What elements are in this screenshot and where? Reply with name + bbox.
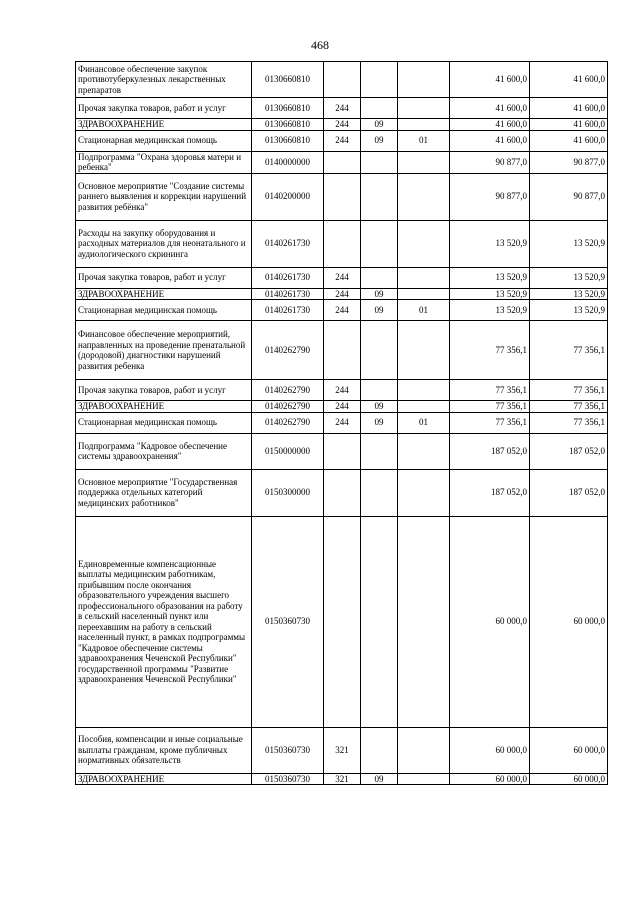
row-amount-2: 41 600,0 xyxy=(530,130,608,151)
row-amount-1: 60 000,0 xyxy=(450,773,530,785)
table-row xyxy=(76,173,608,220)
row-code: 0140000000 xyxy=(252,151,324,173)
row-code: 0150360730 xyxy=(252,516,324,727)
row-amount-2: 13 520,9 xyxy=(530,288,608,300)
row-section xyxy=(361,220,398,267)
row-amount-1: 41 600,0 xyxy=(450,62,530,98)
row-amount-1: 41 600,0 xyxy=(450,130,530,151)
row-amount-1: 13 520,9 xyxy=(450,288,530,300)
row-subsection xyxy=(398,433,450,469)
row-expense-type xyxy=(324,173,361,220)
row-expense-type: 244 xyxy=(324,98,361,119)
row-amount-2: 90 877,0 xyxy=(530,151,608,173)
row-code: 0130660810 xyxy=(252,98,324,119)
row-amount-1: 60 000,0 xyxy=(450,727,530,773)
row-name: ЗДРАВООХРАНЕНИЕ xyxy=(76,773,252,785)
row-section xyxy=(361,321,398,380)
row-code: 0150360730 xyxy=(252,727,324,773)
row-section xyxy=(361,62,398,98)
row-expense-type: 244 xyxy=(324,119,361,131)
row-amount-1: 60 000,0 xyxy=(450,516,530,727)
row-subsection xyxy=(398,469,450,516)
row-subsection xyxy=(398,119,450,131)
row-amount-1: 77 356,1 xyxy=(450,412,530,433)
table-row xyxy=(76,469,608,516)
row-amount-2: 41 600,0 xyxy=(530,62,608,98)
row-subsection xyxy=(398,727,450,773)
table-row xyxy=(76,727,608,773)
row-amount-1: 77 356,1 xyxy=(450,321,530,380)
row-section xyxy=(361,267,398,288)
row-section xyxy=(361,469,398,516)
row-expense-type xyxy=(324,433,361,469)
row-section: 09 xyxy=(361,412,398,433)
row-expense-type xyxy=(324,151,361,173)
table-row xyxy=(76,98,608,119)
row-expense-type: 244 xyxy=(324,401,361,413)
row-code: 0140262790 xyxy=(252,401,324,413)
row-subsection xyxy=(398,267,450,288)
row-code: 0140261730 xyxy=(252,300,324,321)
row-expense-type: 244 xyxy=(324,412,361,433)
table-row xyxy=(76,773,608,785)
row-subsection xyxy=(398,98,450,119)
table-row xyxy=(76,288,608,300)
row-amount-2: 60 000,0 xyxy=(530,773,608,785)
row-name: Прочая закупка товаров, работ и услуг xyxy=(76,380,252,401)
row-name: Подпрограмма "Охрана здоровья матери и ребенка" xyxy=(76,151,252,173)
row-amount-2: 187 052,0 xyxy=(530,433,608,469)
row-code: 0130660810 xyxy=(252,119,324,131)
row-name: ЗДРАВООХРАНЕНИЕ xyxy=(76,119,252,131)
table-row xyxy=(76,433,608,469)
row-section: 09 xyxy=(361,401,398,413)
row-amount-2: 41 600,0 xyxy=(530,119,608,131)
row-amount-2: 13 520,9 xyxy=(530,267,608,288)
table-row xyxy=(76,321,608,380)
row-code: 0130660810 xyxy=(252,130,324,151)
row-code: 0140261730 xyxy=(252,288,324,300)
row-amount-2: 77 356,1 xyxy=(530,321,608,380)
row-amount-2: 13 520,9 xyxy=(530,300,608,321)
table-row xyxy=(76,130,608,151)
row-expense-type: 244 xyxy=(324,267,361,288)
row-name: Стационарная медицинская помощь xyxy=(76,130,252,151)
row-subsection: 01 xyxy=(398,412,450,433)
row-expense-type: 244 xyxy=(324,288,361,300)
row-expense-type: 244 xyxy=(324,130,361,151)
table-row xyxy=(76,62,608,98)
table-row xyxy=(76,401,608,413)
row-amount-2: 13 520,9 xyxy=(530,220,608,267)
row-code: 0140261730 xyxy=(252,220,324,267)
row-name: Прочая закупка товаров, работ и услуг xyxy=(76,267,252,288)
page-number: 468 xyxy=(311,38,329,52)
row-amount-1: 187 052,0 xyxy=(450,469,530,516)
row-section xyxy=(361,173,398,220)
row-code: 0140200000 xyxy=(252,173,324,220)
row-section xyxy=(361,151,398,173)
row-subsection xyxy=(398,151,450,173)
row-expense-type xyxy=(324,469,361,516)
row-code: 0150300000 xyxy=(252,469,324,516)
row-section: 09 xyxy=(361,130,398,151)
row-subsection xyxy=(398,773,450,785)
row-section xyxy=(361,727,398,773)
row-section: 09 xyxy=(361,288,398,300)
row-code: 0140262790 xyxy=(252,380,324,401)
row-section xyxy=(361,433,398,469)
row-name: Финансовое обеспечение закупок противотуберкулезных лекарственных препаратов xyxy=(76,62,252,98)
row-expense-type: 321 xyxy=(324,773,361,785)
row-amount-1: 187 052,0 xyxy=(450,433,530,469)
row-subsection: 01 xyxy=(398,300,450,321)
row-amount-2: 187 052,0 xyxy=(530,469,608,516)
row-amount-1: 77 356,1 xyxy=(450,380,530,401)
row-code: 0140261730 xyxy=(252,267,324,288)
row-name: Финансовое обеспечение мероприятий, направленных на проведение пренатальной (дородовой) диагностики нарушений развития ребенка xyxy=(76,321,252,380)
row-name: Прочая закупка товаров, работ и услуг xyxy=(76,98,252,119)
row-code: 0150000000 xyxy=(252,433,324,469)
row-section xyxy=(361,516,398,727)
budget-table-body xyxy=(76,62,608,785)
row-name: Единовременные компенсационные выплаты медицинским работникам, прибывшим после окончания образовательного учреждения высшего профессионального образования на работу в сельский населенный пункт или переехавшим на работу в сельский населенный пункт, в рамках подпрограммы "Кадровое обеспечение системы здравоохранения Чеченской Республики" государственной программы "Развитие здравоохранения Чеченской Республики" xyxy=(76,516,252,727)
table-row xyxy=(76,380,608,401)
row-name: Стационарная медицинская помощь xyxy=(76,412,252,433)
row-code: 0130660810 xyxy=(252,62,324,98)
row-subsection xyxy=(398,173,450,220)
row-subsection xyxy=(398,516,450,727)
row-amount-2: 60 000,0 xyxy=(530,727,608,773)
row-subsection xyxy=(398,288,450,300)
row-amount-1: 41 600,0 xyxy=(450,98,530,119)
row-subsection: 01 xyxy=(398,130,450,151)
row-amount-1: 77 356,1 xyxy=(450,401,530,413)
row-amount-2: 60 000,0 xyxy=(530,516,608,727)
row-expense-type: 321 xyxy=(324,727,361,773)
row-name: Стационарная медицинская помощь xyxy=(76,300,252,321)
row-code: 0150360730 xyxy=(252,773,324,785)
row-subsection xyxy=(398,220,450,267)
row-amount-2: 90 877,0 xyxy=(530,173,608,220)
row-code: 0140262790 xyxy=(252,412,324,433)
row-section xyxy=(361,98,398,119)
row-section: 09 xyxy=(361,119,398,131)
row-amount-2: 77 356,1 xyxy=(530,412,608,433)
row-expense-type xyxy=(324,321,361,380)
row-amount-2: 41 600,0 xyxy=(530,98,608,119)
row-amount-1: 13 520,9 xyxy=(450,220,530,267)
row-subsection xyxy=(398,62,450,98)
row-name: Расходы на закупку оборудования и расходных материалов для неонатального и аудиологического скрининга xyxy=(76,220,252,267)
table-row xyxy=(76,119,608,131)
row-section xyxy=(361,380,398,401)
budget-table xyxy=(75,61,608,785)
row-name: Основное мероприятие "Создание системы раннего выявления и коррекции нарушений развития ребёнка" xyxy=(76,173,252,220)
row-subsection xyxy=(398,380,450,401)
row-section: 09 xyxy=(361,773,398,785)
table-row xyxy=(76,151,608,173)
row-amount-1: 90 877,0 xyxy=(450,173,530,220)
row-subsection xyxy=(398,401,450,413)
row-amount-2: 77 356,1 xyxy=(530,380,608,401)
row-amount-1: 90 877,0 xyxy=(450,151,530,173)
row-name: Подпрограмма "Кадровое обеспечение системы здравоохранения" xyxy=(76,433,252,469)
row-name: Основное мероприятие "Государственная поддержка отдельных категорий медицинских работников" xyxy=(76,469,252,516)
table-row xyxy=(76,412,608,433)
row-amount-1: 13 520,9 xyxy=(450,300,530,321)
row-subsection xyxy=(398,321,450,380)
table-row xyxy=(76,220,608,267)
row-expense-type xyxy=(324,62,361,98)
row-amount-1: 41 600,0 xyxy=(450,119,530,131)
row-expense-type xyxy=(324,220,361,267)
row-code: 0140262790 xyxy=(252,321,324,380)
table-row xyxy=(76,516,608,727)
row-amount-1: 13 520,9 xyxy=(450,267,530,288)
row-expense-type xyxy=(324,516,361,727)
table-row xyxy=(76,267,608,288)
row-section: 09 xyxy=(361,300,398,321)
row-amount-2: 77 356,1 xyxy=(530,401,608,413)
row-expense-type: 244 xyxy=(324,380,361,401)
row-name: Пособия, компенсации и иные социальные выплаты гражданам, кроме публичных нормативных обязательств xyxy=(76,727,252,773)
table-row xyxy=(76,300,608,321)
row-name: ЗДРАВООХРАНЕНИЕ xyxy=(76,288,252,300)
row-expense-type: 244 xyxy=(324,300,361,321)
row-name: ЗДРАВООХРАНЕНИЕ xyxy=(76,401,252,413)
